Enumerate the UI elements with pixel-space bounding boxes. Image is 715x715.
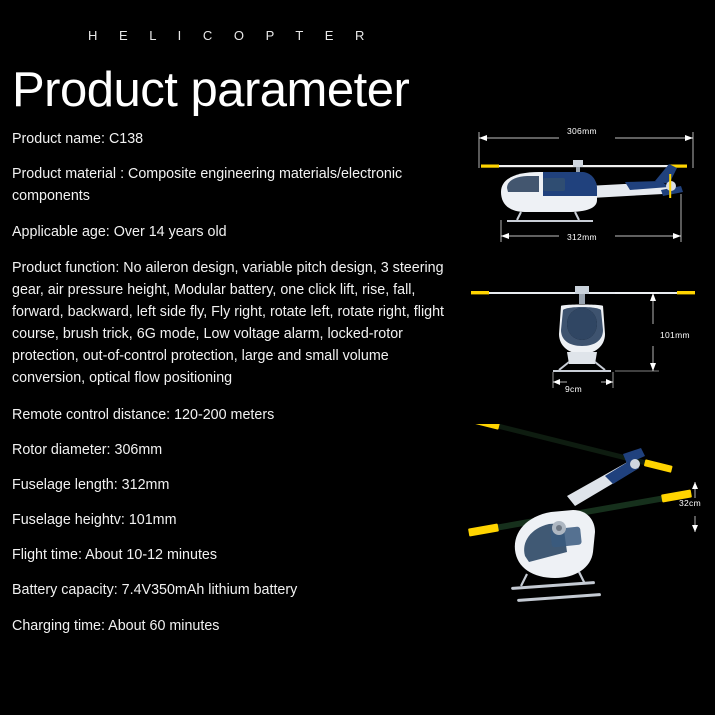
spec-item: Product material : Composite engineering materials/electronic components bbox=[12, 166, 403, 205]
side-view-drawing bbox=[455, 124, 715, 264]
page-title: Product parameter bbox=[12, 63, 410, 117]
figure-side-view bbox=[455, 124, 715, 264]
spec-item: Flight time: About 10-12 minutes bbox=[12, 547, 218, 564]
spec-item: Product function: No aileron design, variable pitch design, 3 steering gear, air pressure height, Modular battery, one click lift, rise, fall, forward, backward, left side fly, Fly right, rotate left, rotate right, flight course, brush trick, 6G mode, Low voltage alarm, locked-rotor protection, out-of-control protection, large and small volume conversion, optical flow positioning bbox=[12, 259, 444, 387]
dim-rotor-span: 32cm bbox=[679, 498, 701, 508]
spec-item: Remote control distance: 120-200 meters bbox=[12, 406, 275, 423]
figure-front-view bbox=[455, 272, 715, 412]
spec-list bbox=[12, 128, 460, 650]
dim-fuselage-length: 312mm bbox=[567, 232, 597, 242]
brand-label: H E L I C O P T E R bbox=[88, 28, 374, 43]
spec-item: Fuselage heightv: 101mm bbox=[12, 512, 177, 529]
dim-fuselage-height: 101mm bbox=[660, 330, 690, 340]
spec-item: Rotor diameter: 306mm bbox=[12, 441, 163, 458]
figure-top-view bbox=[455, 424, 715, 634]
dim-fuselage-width: 9cm bbox=[565, 384, 582, 394]
spec-item: Product name: C138 bbox=[12, 131, 144, 147]
spec-item: Battery capacity: 7.4V350mAh lithium battery bbox=[12, 582, 298, 599]
spec-item: Applicable age: Over 14 years old bbox=[12, 224, 227, 241]
top-view-drawing bbox=[455, 424, 715, 634]
spec-item: Fuselage length: 312mm bbox=[12, 476, 170, 493]
figure-column bbox=[455, 124, 715, 634]
spec-item: Charging time: About 60 minutes bbox=[12, 617, 220, 634]
front-view-drawing bbox=[455, 272, 715, 412]
dim-rotor-diameter: 306mm bbox=[567, 126, 597, 136]
